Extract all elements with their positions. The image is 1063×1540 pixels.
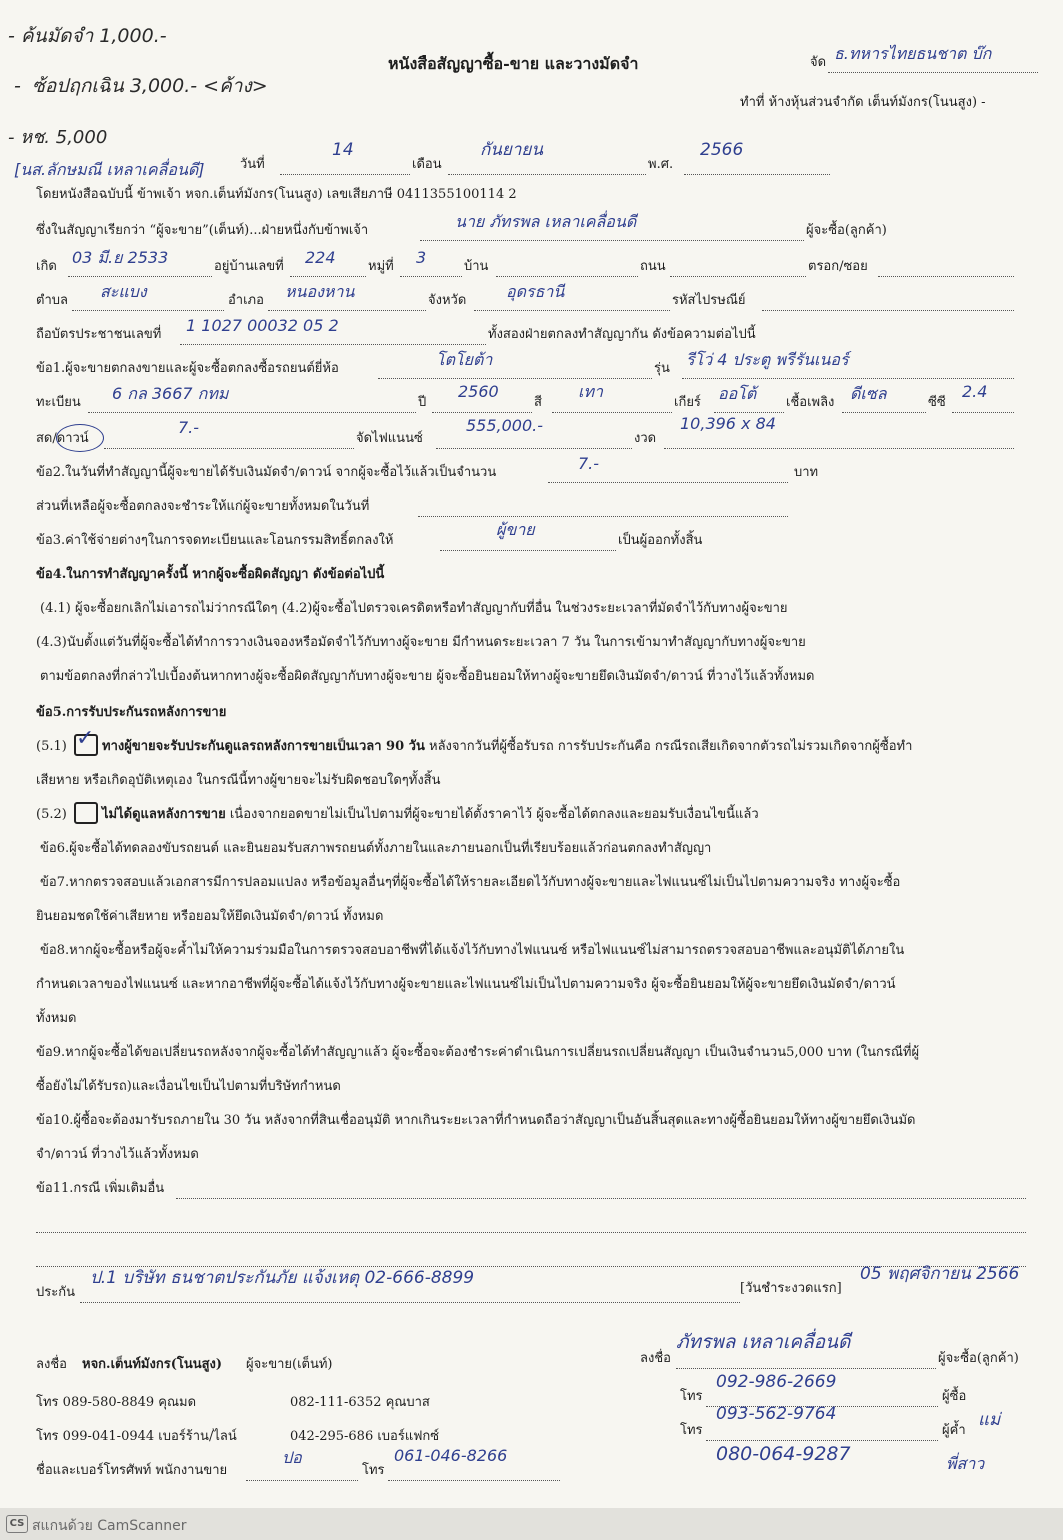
clause-5-2-text: ไม่ได้ดูแลหลังการขาย เนื่องจากยอดขายไม่เป็นไปตามที่ผู้จะขายได้ตั้งราคาไว้ ผู้จะซื้อได้ตกลงและยอมรับเงื่อนไขนี้แล้ว	[102, 807, 759, 822]
clause-5-1-label: (5.1)	[36, 739, 67, 754]
month-value: กันยายน	[480, 140, 544, 160]
fuel-value: ดีเซล	[850, 384, 887, 403]
model-value: รีโว่ 4 ประตู พรีรันเนอร์	[686, 350, 849, 369]
bank-name: ธ.ทหารไทยธนชาต บ๊ก	[834, 44, 992, 63]
clause-1: ข้อ1.ผู้จะขายตกลงขายและผู้จะซื้อตกลงซื้อรถยนต์ยี่ห้อ	[36, 361, 339, 376]
guarantor-phone-label: โทร	[680, 1423, 703, 1438]
color-label: สี	[534, 395, 542, 410]
village-label: บ้าน	[464, 259, 489, 274]
seller-phone-2: 082-111-6352 คุณบาส	[290, 1395, 430, 1410]
seller-role: ผู้จะขาย(เต็นท์)	[246, 1357, 333, 1372]
cc-label: ซีซี	[928, 395, 946, 410]
first-due-value: 05 พฤศจิกายน 2566	[860, 1264, 1020, 1284]
down-label: สด/ดาวน์	[36, 431, 89, 446]
tambon-label: ตำบล	[36, 293, 68, 308]
check-mark-icon: ✓	[76, 726, 95, 751]
year-car-value: 2560	[458, 382, 499, 401]
staff-phone-label: โทร	[362, 1463, 385, 1478]
buyer-name-value: นาย ภัทรพล เหลาเคลื่อนดี	[455, 212, 637, 231]
amphoe-value: หนองหาน	[285, 282, 355, 301]
clause-4-3b: ตามข้อตกลงที่กล่าวไปเบื้องต้นหากทางผู้จะซื้อผิดสัญญากับทางผู้จะขาย ผู้จะซื้อยินยอมให้ทางผู้จะขายยึดเงินมัดจำ/ดาวน์ ที่วางไว้แล้วทั้งหมด	[40, 669, 815, 684]
deposit-note: - ค้นมัดจำ 1,000.-	[8, 25, 167, 47]
house-value: 224	[305, 248, 336, 267]
clause-2-amount: 7.-	[578, 454, 600, 473]
clause-9a: ข้อ9.หากผู้จะซื้อได้ขอเปลี่ยนรถหลังจากผู้จะซื้อได้ทำสัญญาแล้ว ผู้จะซื้อจะต้องชำระค่าดำเนินการเปลี่ยนรถเปลี่ยนสัญญา เป็นเงินจำนวน5,000 บาท (ในกรณีที่ผู้	[36, 1045, 920, 1060]
soi-label: ตรอก/ซอย	[808, 259, 868, 274]
born-value: 03 มี.ย 2533	[72, 248, 169, 267]
clause-6: ข้อ6.ผู้จะซื้อได้ทดลองขับรถยนต์ และยินยอมรับสภาพรถยนต์ทั้งภายในและภายนอกเป็นที่เรียบร้อยแล้วก่อนตกลงทำสัญญา	[40, 841, 712, 856]
seller-phone-1: โทร 089-580-8849 คุณมด	[36, 1395, 197, 1410]
clause-4-1: (4.1) ผู้จะซื้อยกเลิกไม่เอารถไม่ว่ากรณีใดๆ (4.2)ผู้จะซื้อไปตรวจเครดิตหรือทำสัญญากับที่อื่น ในช่วงระยะเวลาที่มัดจำไว้กับทางผู้จะขาย	[40, 601, 788, 616]
day-value: 14	[332, 140, 354, 160]
brand-value: โตโยต้า	[436, 350, 493, 369]
finance-value: 555,000.-	[466, 416, 544, 435]
tambon-value: สะแบง	[100, 282, 147, 301]
moo-label: หมู่ที่	[368, 259, 394, 274]
clause-5: ข้อ5.การรับประกันรถหลังการขาย	[36, 705, 227, 720]
cc-value: 2.4	[962, 382, 988, 401]
house-label: อยู่บ้านเลขที่	[214, 259, 284, 274]
buyer-signature: ภัทรพล เหลาเคลื่อนดี	[676, 1331, 851, 1353]
clause-8b: กำหนดเวลาของไฟแนนซ์ และหากอาชีพที่ผู้จะซื้อได้แจ้งไว้กับทางผู้จะขายและไฟแนนซ์ไม่เป็นไปตามความจริง ผู้จะซื้อยินยอมให้ผู้จะขายยึดเงินมัดจำ/ดาวน์	[36, 977, 896, 992]
installment-label: งวด	[634, 431, 657, 446]
year-value: 2566	[700, 140, 744, 160]
buyer-sign-label: ลงชื่อ	[640, 1351, 671, 1366]
tax-note: - หช. 5,000	[8, 127, 108, 148]
staff-name: ปอ	[282, 1448, 302, 1467]
gear-label: เกียร์	[674, 395, 701, 410]
plate-value: 6 กล 3667 กทม	[112, 384, 229, 403]
seller-line: ซึ่งในสัญญาเรียกว่า “ผู้จะขาย”(เต็นท์)...ฝ่ายหนึ่งกับข้าพเจ้า	[36, 223, 369, 238]
extra-phone: 080-064-9287	[716, 1443, 851, 1465]
seller-name: หจก.เต็นท์มังกร(โนนสูง)	[82, 1357, 223, 1372]
intro-text: โดยหนังสือฉบับนี้ ข้าพเจ้า หจก.เต็นท์มังกร(โนนสูง) เลขเสียภาษี 0411355100114 2	[36, 187, 517, 202]
down-value: 7.-	[178, 418, 200, 437]
finance-label: จัดไฟแนนซ์	[356, 431, 423, 446]
gear-value: ออโต้	[718, 384, 757, 403]
clause-2b: ส่วนที่เหลือผู้จะซื้อตกลงจะชำระให้แก่ผู้จะขายทั้งหมดในวันที่	[36, 499, 370, 514]
seller-phone-4: 042-295-686 เบอร์แฟกซ์	[290, 1429, 440, 1444]
province-value: อุดรธานี	[506, 282, 565, 301]
guarantor-role: ผู้ค้ำ	[942, 1423, 966, 1438]
id-suffix: ทั้งสองฝ่ายตกลงทำสัญญากัน ดังข้อความต่อไปนี้	[488, 327, 756, 342]
clause-10b: จำ/ดาวน์ ที่วางไว้แล้วทั้งหมด	[36, 1147, 199, 1162]
clause-5-1-text: ทางผู้ขายจะรับประกันดูแลรถหลังการขายเป็นเวลา 90 วัน หลังจากวันที่ผู้ซื้อรับรถ การรับประกันคือ กรณีรถเสียเกิดจากตัวรถไม่รวมเกิดจากผู้ซื้อทำ	[102, 739, 913, 754]
clause-3b: เป็นผู้ออกทั้งสิ้น	[618, 533, 703, 548]
clause-8a: ข้อ8.หากผู้จะซื้อหรือผู้จะค้ำไม่ให้ความร่วมมือในการตรวจสอบอาชีพที่ได้แจ้งไว้กับทางไฟแนนซ์ หรือไฟแนนซ์ไม่สามารถตรวจสอบอาชีพและอนุมัติได้ภายใน	[40, 943, 905, 958]
clause-2a: ข้อ2.ในวันที่ทำสัญญานี้ผู้จะขายได้รับเงินมัดจำ/ดาวน์ จากผู้จะซื้อไว้แล้วเป็นจำนวน	[36, 465, 497, 480]
clause-9b: ซื้อยังไม่ได้รับรถ)และเงื่อนไขเป็นไปตามที่บริษัทกำหนด	[36, 1079, 341, 1094]
first-due-label: [วันชำระงวดแรก]	[740, 1281, 842, 1296]
scanner-text: สแกนด้วย CamScanner	[32, 1518, 187, 1534]
installment-value: 10,396 x 84	[680, 414, 776, 433]
guarantor-relation: แม่	[978, 1410, 1001, 1430]
color-value: เทา	[578, 382, 603, 401]
guarantor-phone: 093-562-9764	[716, 1404, 837, 1424]
moo-value: 3	[416, 248, 427, 267]
model-label: รุ่น	[654, 361, 670, 376]
day-label: วันที่	[240, 157, 265, 172]
clause-7a: ข้อ7.หากตรวจสอบแล้วเอกสารมีการปลอมแปลง หรือข้อมูลอื่นๆที่ผู้จะซื้อได้ให้รายละเอียดไว้กับทางผู้จะขายและไฟแนนซ์ไม่เป็นไปตามความจริง ทางผู้จะซื้อ	[40, 875, 901, 890]
clause-4: ข้อ4.ในการทำสัญญาครั้งนี้ หากผู้จะซื้อผิดสัญญา ดังข้อต่อไปนี้	[36, 567, 385, 582]
fuel-label: เชื้อเพลิง	[786, 395, 835, 410]
postal-label: รหัสไปรษณีย์	[672, 293, 746, 308]
id-value: 1 1027 00032 05 2	[186, 316, 339, 335]
amphoe-label: อำเภอ	[228, 293, 264, 308]
id-label: ถือบัตรประชาชนเลขที่	[36, 327, 162, 342]
clause-5-1b: เสียหาย หรือเกิดอุบัติเหตุเอง ในกรณีนี้ทางผู้ขายจะไม่รับผิดชอบใดๆทั้งสิ้น	[36, 773, 441, 788]
road-label: ถนน	[640, 259, 666, 274]
scanner-footer	[0, 1508, 1063, 1540]
clause-7b: ยินยอมชดใช้ค่าเสียหาย หรือยอมให้ยึดเงินมัดจำ/ดาวน์ ทั้งหมด	[36, 909, 384, 924]
clause-8c: ทั้งหมด	[36, 1011, 77, 1026]
staff-phone: 061-046-8266	[394, 1446, 508, 1465]
year-car-label: ปี	[418, 395, 427, 410]
camscanner-logo-icon: CS	[6, 1515, 28, 1533]
no-warranty-checkbox[interactable]	[74, 802, 98, 824]
insurance-value: ป.1 บริษัท ธนชาตประกันภัย แจ้งเหตุ 02-666-8899	[90, 1268, 475, 1288]
clause-5-2-label: (5.2)	[36, 807, 67, 822]
clause-2-unit: บาท	[794, 465, 819, 480]
clause-11: ข้อ11.กรณี เพิ่มเติมอื่น	[36, 1181, 165, 1196]
seller-phone-3: โทร 099-041-0944 เบอร์ร้าน/ไลน์	[36, 1429, 237, 1444]
owner-name-note: [นส.ลักษมณี เหลาเคลื่อนดี]	[14, 160, 205, 179]
clause-3a: ข้อ3.ค่าใช้จ่ายต่างๆในการจดทะเบียนและโอนกรรมสิทธิ์ตกลงให้	[36, 533, 394, 548]
buyer-phone-role: ผู้ซื้อ	[942, 1389, 967, 1404]
down-circle	[56, 424, 104, 452]
location-text: ทำที่ ห้างหุ้นส่วนจำกัด เต็นท์มังกร(โนนสูง) -	[740, 95, 986, 110]
born-label: เกิด	[36, 259, 57, 274]
extra-relation: พี่สาว	[946, 1454, 985, 1473]
buyer-role: ผู้จะซื้อ(ลูกค้า)	[938, 1351, 1019, 1366]
buyer-phone: 092-986-2669	[716, 1372, 837, 1392]
extra-note-prefix: -	[14, 75, 21, 97]
extra-note: ซ้อปฤกเฉิน 3,000.- <ค้าง>	[32, 75, 268, 97]
staff-label: ชื่อและเบอร์โทรศัพท์ พนักงานขาย	[36, 1463, 228, 1478]
clause-4-3a: (4.3)นับตั้งแต่วันที่ผู้จะซื้อได้ทำการวางเงินจองหรือมัดจำไว้กับทางผู้จะขาย มีกำหนดระยะเวลา 7 วัน ในการเข้ามาทำสัญญากับทางผู้จะขาย	[36, 635, 806, 650]
insurance-label: ประกัน	[36, 1285, 75, 1300]
plate-label: ทะเบียน	[36, 395, 81, 410]
buyer-phone-label: โทร	[680, 1389, 703, 1404]
clause-3-value: ผู้ขาย	[496, 520, 535, 539]
seller-sign-label: ลงชื่อ	[36, 1357, 67, 1372]
province-label: จังหวัด	[428, 293, 467, 308]
year-label: พ.ศ.	[648, 157, 674, 172]
clause-10a: ข้อ10.ผู้ซื้อจะต้องมารับรถภายใน 30 วัน หลังจากที่สินเชื่ออนุมัติ หากเกินระยะเวลาที่กำหนดถือว่าสัญญาเป็นอันสิ้นสุดและทางผู้ซื้อยินยอมให้ทางผู้ขายยึดเงินมัด	[36, 1113, 916, 1128]
month-label: เดือน	[412, 157, 442, 172]
buyer-label: ผู้จะซื้อ(ลูกค้า)	[806, 223, 887, 238]
to-label: จัด	[810, 55, 827, 70]
document-title: หนังสือสัญญาซื้อ-ขาย และวางมัดจำ	[388, 54, 639, 73]
